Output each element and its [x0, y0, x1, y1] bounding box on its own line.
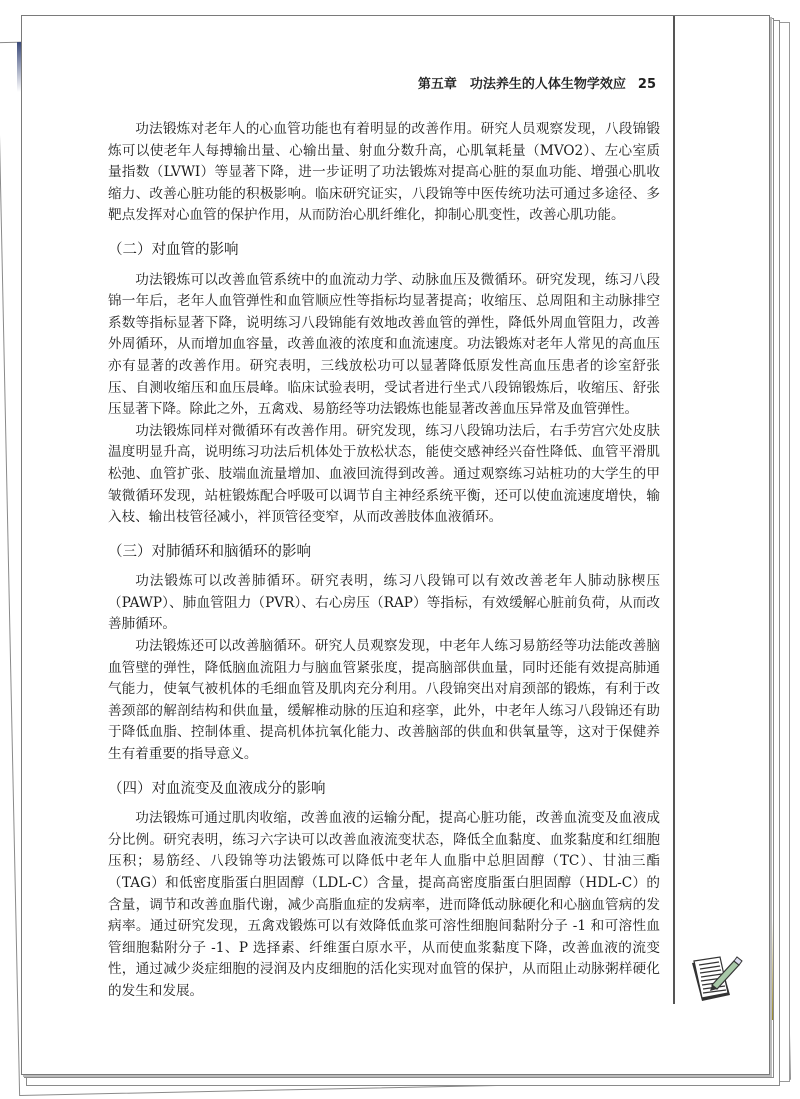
paragraph: 功法锻炼还可以改善脑循环。研究人员观察发现，中老年人练习易筋经等功法能改善脑血管壁的弹性，降低脑血流阻力与脑血管紧张度，提高脑部供血量，同时还能有效提高肺通气能力，使氧气被机体的毛细血管及肌肉充分利用。八段锦突出对肩颈部的锻炼，有利于改善颈部的解剖结构和供血量，缓解椎动脉的压迫和痉挛，此外，中老年人练习八段锦还有助于降低血脂、控制体重、提高机体抗氧化能力、改善脑部的供血和供氧量等，这对于保健养生有着重要的指导意义。: [108, 638, 660, 763]
paragraph: 功法锻炼可通过肌肉收缩，改善血液的运输分配，提高心脏功能，改善血流变及血液成分比例。研究表明，练习六字诀可以改善血液流变状态，降低全血黏度、血浆黏度和红细胞压积；易筋经、八段锦等功法锻炼可以降低中老年人血脂中总胆固醇（TC）、甘油三酯（TAG）和低密度脂蛋白胆固醇（LDL-C）含量，提高高密度脂蛋白胆固醇（HDL-C）的含量，调节和改善血脂代谢，减少高脂血症的发病率，进而降低动脉硬化和心脑血管病的发病率。通过研究发现，五禽戏锻炼可以有效降低血浆可溶性细胞间黏附分子 -1 和可溶性血管细胞黏附分子 -1、P 选择素、纤维蛋白原水平，从而使血浆黏度下降，改善血液的流变性，通过减少炎症细胞的浸润及内皮细胞的活化实现对血管的保护，从而阻止动脉粥样硬化的发生和发展。: [108, 810, 660, 999]
page-body: [108, 119, 660, 1003]
chapter-title: 第五章 功法养生的人体生物学效应: [417, 77, 626, 92]
margin-divider: [673, 16, 675, 1004]
notepad-pencil-icon: [690, 955, 748, 1005]
paragraph: 功法锻炼可以改善血管系统中的血流动力学、动脉血压及微循环。研究发现，练习八段锦一年后，老年人血管弹性和血管顺应性等指标均显著提高；收缩压、总周阻和主动脉排空系数等指标显著下降，说明练习八段锦能有效地改善血管的弹性，降低外周血管阻力，改善外周循环，从而增加血容量，改善血液的浓度和血流速度。功法锻炼对老年人常见的高血压亦有显著的改善作用。研究表明，三线放松功可以显著降低原发性高血压患者的诊室舒张压、自测收缩压和血压晨峰。临床试验表明，受试者进行坐式八段锦锻炼后，收缩压、舒张压显著下降。除此之外，五禽戏、易筋经等功法锻炼也能显著改善血压异常及血管弹性。: [108, 271, 660, 418]
paragraph: 功法锻炼同样对微循环有改善作用。研究发现，练习八段锦功法后，右手劳宫穴处皮肤温度明显升高，说明练习功法后机体处于放松状态，能使交感神经兴奋性降低、血管平滑肌松弛、血管扩张、肢端血流量增加、血液回流得到改善。通过观察练习站桩功的大学生的甲皱微循环发现，站桩锻炼配合呼吸可以调节自主神经系统平衡，还可以使血流速度增快，输入枝、输出枝管径减小，袢顶管径变窄，从而改善肢体血液循环。: [108, 422, 660, 526]
page-number: 25: [637, 77, 656, 92]
running-header: [418, 73, 656, 92]
paragraph: 功法锻炼可以改善肺循环。研究表明，练习八段锦可以有效改善老年人肺动脉楔压（PAWP）、肺血管阻力（PVR）、右心房压（RAP）等指标，有效缓解心脏前负荷，从而改善肺循环。: [108, 573, 660, 633]
book-page: [21, 15, 770, 1075]
section-heading: （三）对肺循环和脑循环的影响: [108, 543, 311, 560]
section-heading: （四）对血流变及血液成分的影响: [108, 780, 326, 797]
section-heading: （二）对血管的影响: [108, 241, 239, 258]
paragraph: 功法锻炼对老年人的心血管功能也有着明显的改善作用。研究人员观察发现，八段锦锻炼可以使老年人每搏输出量、心输出量、射血分数升高，心肌氧耗量（MVO2）、左心室质量指数（LVWI）等显著下降，进一步证明了功法锻炼对提高心脏的泵血功能、增强心肌收缩力、改善心脏功能的积极影响。临床研究证实，八段锦等中医传统功法可通过多途径、多靶点发挥对心血管的保护作用，从而防治心肌纤维化，抑制心肌变性，改善心肌功能。: [108, 121, 660, 224]
